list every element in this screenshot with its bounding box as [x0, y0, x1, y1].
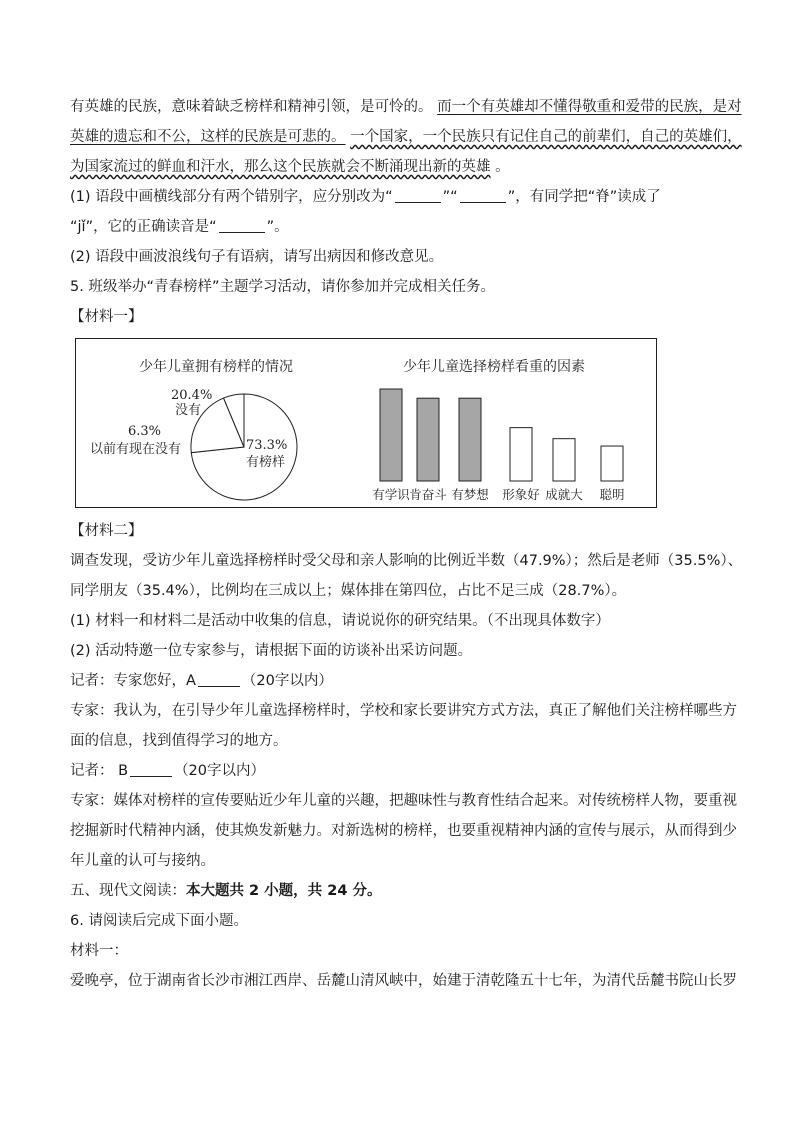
- pie-chart-title: 少年儿童拥有榜样的情况: [139, 359, 293, 375]
- question-line: 6. 请阅读后完成下面小题。: [70, 913, 248, 929]
- bar-category-label: 有梦想: [451, 487, 489, 502]
- paragraph-line: 同学朋友（35.4%），比例均在三成以上；媒体排在第四位，占比不足三成（28.7%）。: [70, 583, 627, 599]
- wavy-underlined-text: 一个国家，一个民族只有记住自己的前辈们，自己的英雄们，: [350, 129, 742, 145]
- material-heading: 材料一：: [70, 943, 128, 959]
- answer-blank[interactable]: [395, 187, 441, 203]
- pie-value-label: 20.4%: [171, 388, 213, 403]
- question-line: (1) 材料一和材料二是活动中收集的信息，请说说你的研究结果。（不出现具体数字）: [70, 613, 610, 629]
- reporter-text: 记者：专家您好，A: [70, 673, 196, 689]
- text: 。: [495, 159, 510, 175]
- underlined-text: 而一个有英雄却不懂得敬重和爱带的民族，是对: [437, 99, 742, 115]
- bar-形象好: [510, 428, 532, 481]
- question-text: (1) 语段中画横线部分有两个错别字，应分别改为“: [70, 189, 393, 205]
- bar-有梦想: [459, 398, 481, 481]
- question-text: ”，有同学把“脊”读成了: [507, 189, 661, 205]
- underlined-text: 英雄的遗忘和不公，这样的民族是可悲的。: [70, 129, 346, 145]
- bar-聪明: [601, 446, 623, 481]
- interview-line: 专家：媒体对榜样的宣传要贴近少年儿童的兴趣，把趣味性与教育性结合起来。对传统榜样人物，要重视: [70, 793, 737, 809]
- pie-value-label: 73.3%: [246, 438, 288, 453]
- bar-肯奋斗: [417, 398, 439, 481]
- chart-figure: [75, 338, 657, 508]
- interview-line: 专家：我认为，在引导少年儿童选择榜样时，学校和家长要讲究方式方法，真正了解他们关注榜样哪些方: [70, 703, 737, 719]
- question-text: “jǐ”，它的正确读音是“: [70, 219, 217, 235]
- pie-slice-label: 以前有现在没有: [90, 442, 182, 457]
- question-text: ”。: [266, 219, 289, 235]
- pie-slice-label: 没有: [175, 403, 202, 418]
- charts-svg: [76, 339, 656, 507]
- question-line: (2) 活动特邀一位专家参与，请根据下面的访谈补出采访问题。: [70, 643, 473, 659]
- question-line: 5. 班级举办“青春榜样”主题学习活动，请你参加并完成相关任务。: [70, 279, 495, 295]
- document-body: [70, 92, 743, 996]
- bar-category-label: 有学识: [372, 487, 410, 502]
- paragraph-line: 爱晚亭，位于湖南省长沙市湘江西岸、岳麓山清风峡中，始建于清乾隆五十七年，为清代岳麓书院山长罗: [70, 973, 737, 989]
- bar-category-label: 聪明: [599, 487, 625, 502]
- interview-line: 年儿童的认可与接纳。: [70, 853, 215, 869]
- bar-category-label: 成就大: [545, 487, 583, 502]
- interview-line: [70, 756, 730, 786]
- bar-category-label: 肯奋斗: [409, 487, 447, 502]
- section-title: 五、现代文阅读：: [70, 883, 186, 899]
- bar-有学识: [380, 389, 402, 481]
- word-limit: （20字以内）: [174, 763, 266, 779]
- interview-line: 面的信息，找到值得学习的地方。: [70, 733, 288, 749]
- answer-blank[interactable]: [219, 217, 265, 233]
- answer-blank[interactable]: [198, 671, 240, 687]
- section-heading: [70, 876, 730, 906]
- paragraph-line: [70, 152, 730, 182]
- question-text: ”“: [442, 189, 458, 205]
- pie-value-label: 6.3%: [128, 424, 162, 439]
- bar-chart-title: 少年儿童选择榜样看重的因素: [403, 359, 585, 375]
- interview-line: 挖掘新时代精神内涵，使其焕发新魅力。对新选树的榜样，也要重视精神内涵的宣传与展示，从而得到少: [70, 823, 737, 839]
- paragraph-line: [70, 122, 742, 152]
- answer-blank[interactable]: [460, 187, 506, 203]
- paragraph-line: [70, 92, 742, 122]
- interview-line: [70, 666, 730, 696]
- wavy-underlined-text: 为国家流过的鲜血和汗水，那么这个民族就会不断涌现出新的英雄: [70, 159, 491, 175]
- material-heading: 【材料二】: [70, 523, 143, 539]
- bar-成就大: [553, 439, 575, 481]
- question-line: [70, 212, 730, 242]
- text: 有英雄的民族，意味着缺乏榜样和精神引领，是可怜的。: [70, 99, 433, 115]
- section-info: 本大题共 2 小题，共 24 分。: [186, 883, 382, 899]
- question-line: (2) 语段中画波浪线句子有语病，请写出病因和修改意见。: [70, 249, 444, 265]
- bar-category-label: 形象好: [502, 487, 540, 502]
- answer-blank[interactable]: [130, 761, 172, 777]
- question-line: [70, 182, 730, 212]
- material-heading: 【材料一】: [70, 309, 143, 325]
- word-limit: （20字以内）: [241, 673, 333, 689]
- reporter-text: 记者： B: [70, 763, 129, 779]
- paragraph-line: 调查发现，受访少年儿童选择榜样时受父母和亲人影响的比例近半数（47.9%）；然后是老师（35.5%）、: [70, 553, 743, 569]
- pie-slice-label: 有榜样: [246, 455, 286, 470]
